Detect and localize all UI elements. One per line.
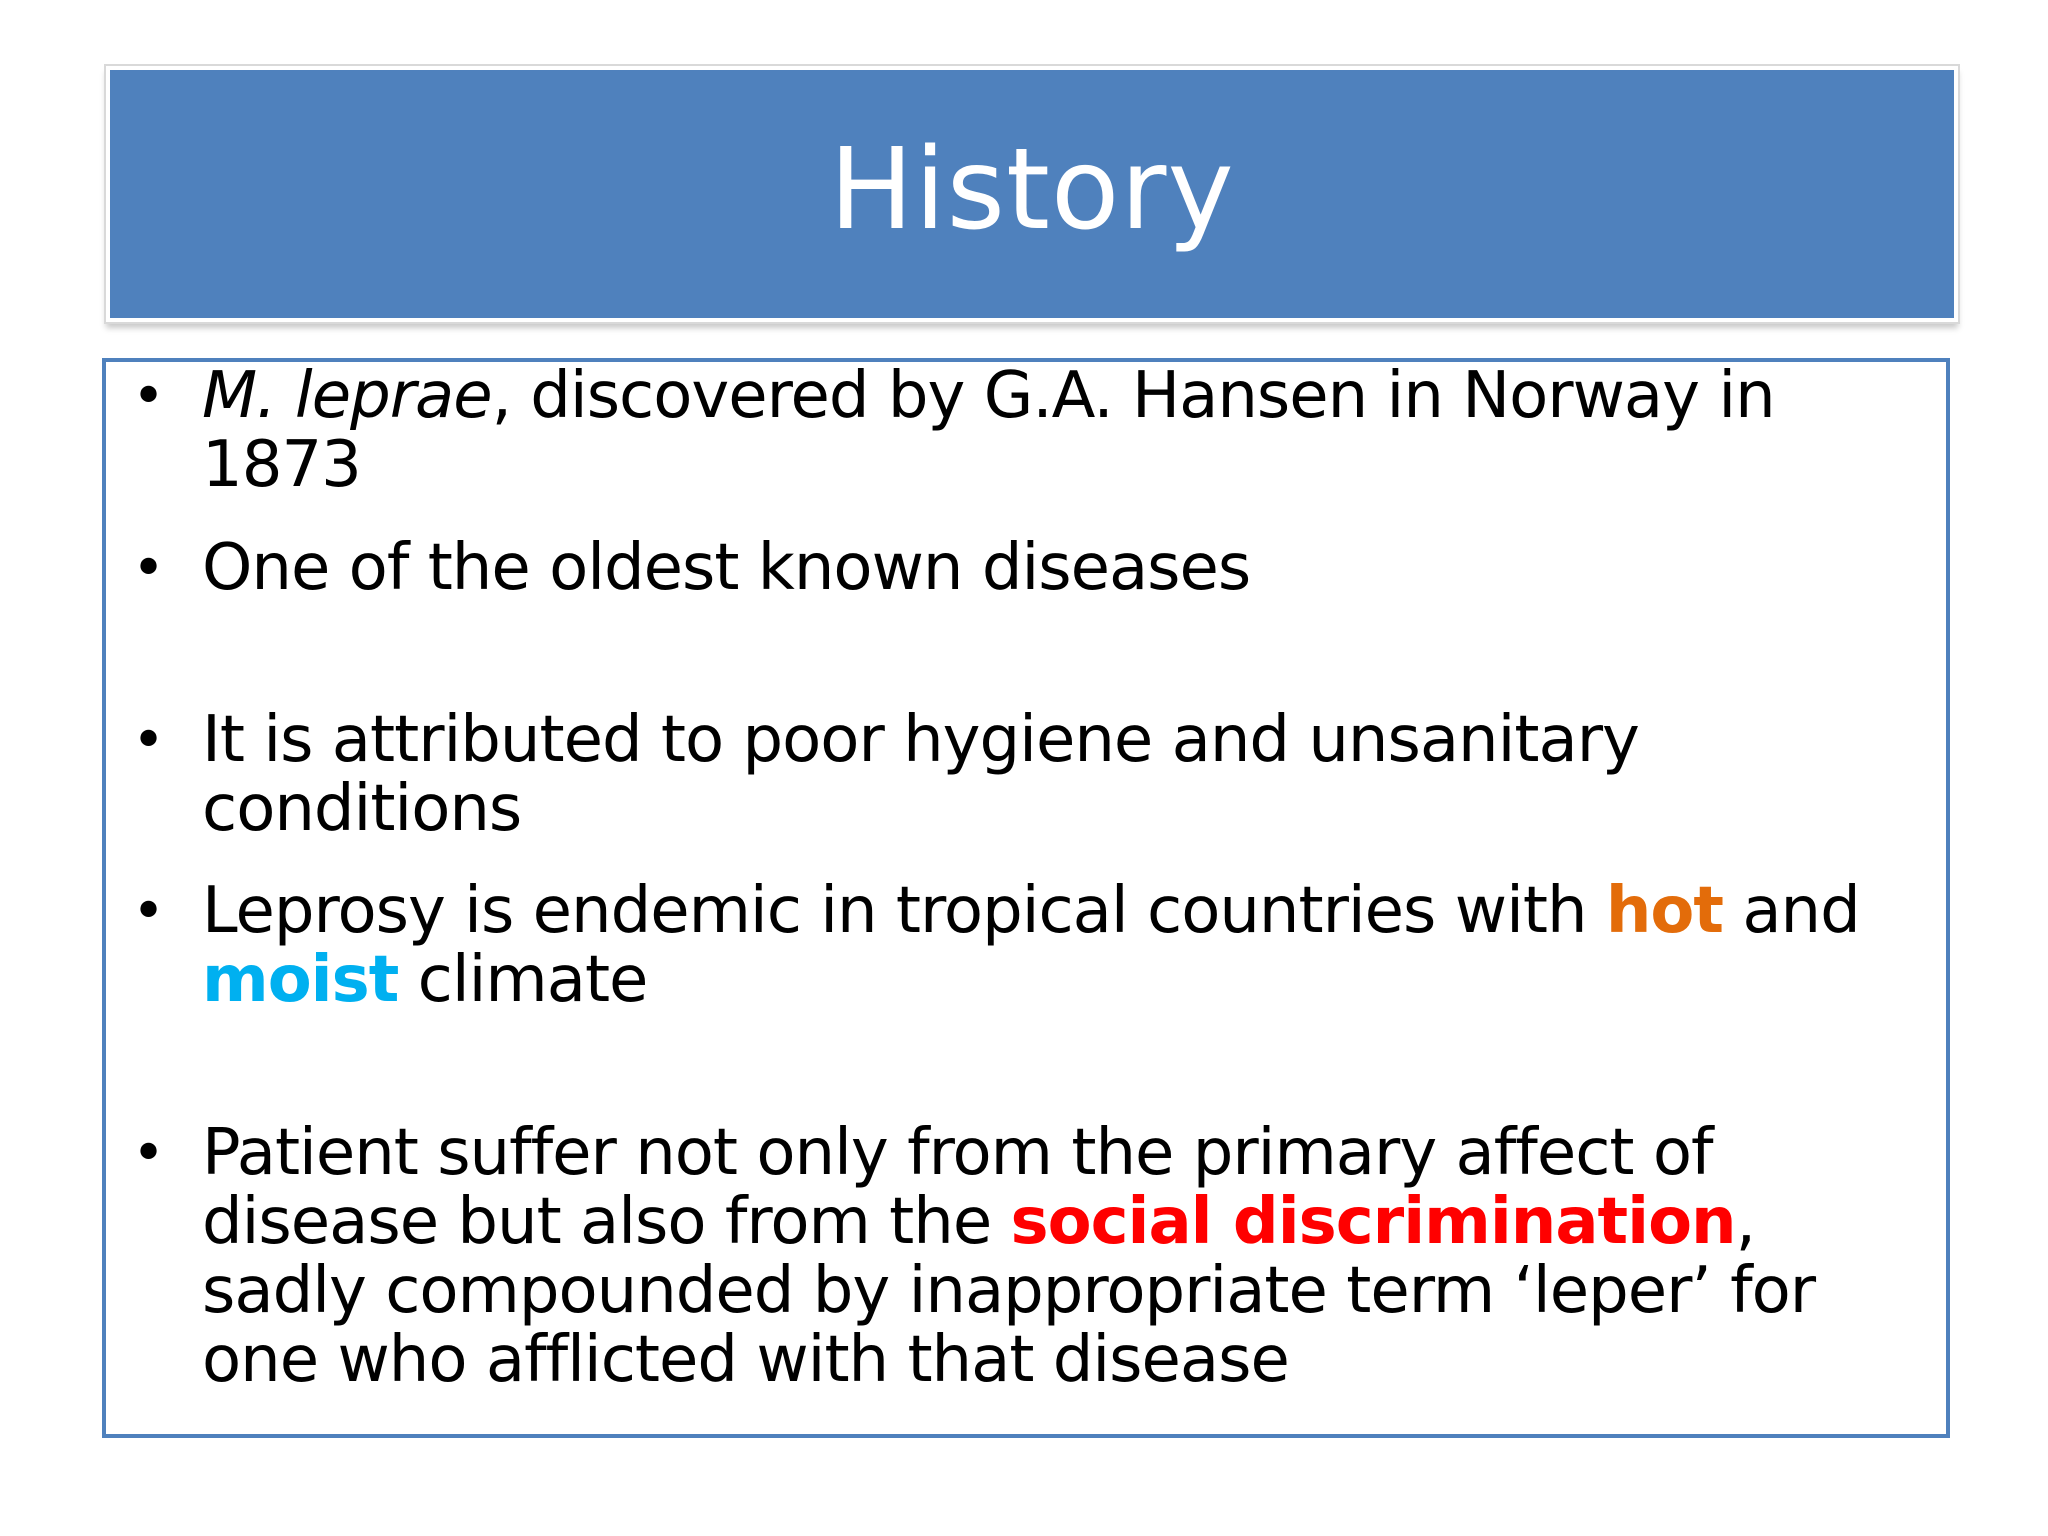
bullet-text: , discovered by G.A. Hansen in Norway in 1873: [202, 359, 1775, 502]
bullet-icon: •: [132, 708, 165, 773]
social-discrimination-highlight: social discrimination: [1010, 1185, 1736, 1259]
species-name: M. leprae: [202, 359, 492, 433]
bullet-icon: •: [132, 364, 165, 429]
bullet-item-oldest: [132, 531, 1922, 605]
bullet-text-after: , sadly compounded by inappropriate term ‘leper’ for one who afflicted with that disease: [202, 1185, 1816, 1397]
bullet-item-discovery: [132, 359, 1922, 502]
moist-highlight: moist: [202, 943, 399, 1017]
bullet-text-before: Patient suffer not only from the primary affect of disease but also from the: [202, 1116, 1713, 1259]
content-box: [102, 358, 1950, 1438]
slide-title: History: [829, 125, 1235, 255]
hot-highlight: hot: [1605, 874, 1723, 948]
title-bar: [106, 66, 1958, 322]
bullet-text: One of the oldest known diseases: [202, 531, 1251, 605]
bullet-text-after: climate: [398, 943, 648, 1017]
bullet-icon: •: [132, 1121, 165, 1186]
bullet-text-before: Leprosy is endemic in tropical countries with: [202, 874, 1606, 948]
bullet-icon: •: [132, 879, 165, 944]
bullet-text: It is attributed to poor hygiene and unsanitary conditions: [202, 703, 1639, 846]
bullet-item-hygiene: [132, 703, 1922, 846]
bullet-item-discrimination: [132, 1116, 1922, 1397]
bullet-item-endemic: [132, 874, 1922, 1017]
bullet-text-middle: and: [1722, 874, 1860, 948]
bullet-icon: •: [132, 536, 165, 601]
